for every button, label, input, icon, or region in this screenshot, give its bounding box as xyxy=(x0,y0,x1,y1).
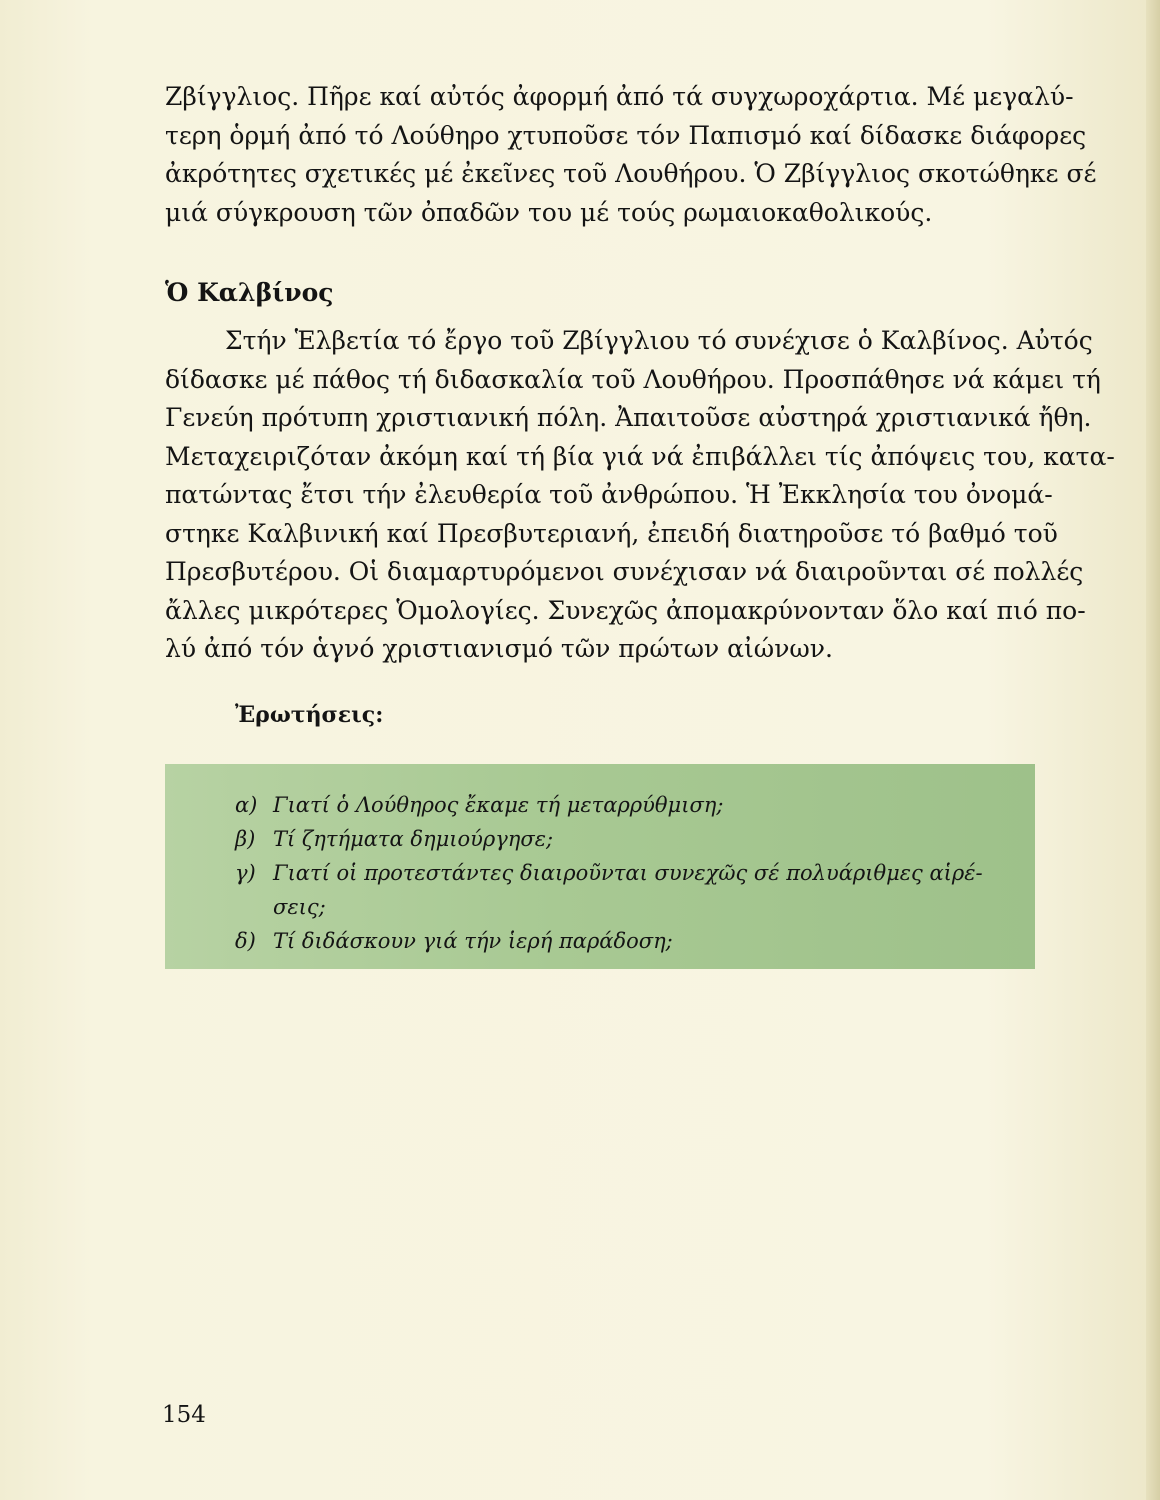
text-line: δίδασκε μέ πάθος τή διδασκαλία τοῦ Λουθήρου. Προσπάθησε νά κάμει τή xyxy=(165,364,1101,394)
paragraph-calvin xyxy=(165,322,1115,669)
text-line: λύ ἀπό τόν ἁγνό χριστιανισμό τῶν πρώτων αἰώνων. xyxy=(165,634,833,663)
question-marker: β) xyxy=(235,827,256,851)
question-text-continuation: σεις; xyxy=(273,895,326,919)
question-text: Τί ζητήματα δημιούργησε; xyxy=(273,827,554,851)
question-text: Γιατί ὁ Λούθηρος ἔκαμε τή μεταρρύθμιση; xyxy=(273,793,724,817)
question-marker: δ) xyxy=(235,929,256,953)
page-edge xyxy=(1146,0,1160,1500)
question-text xyxy=(273,856,995,924)
text-line: πατώντας ἔτσι τήν ἐλευθερία τοῦ ἀνθρώπου. Ἡ Ἐκκλησία του ὀνομά- xyxy=(165,480,1053,509)
question-text-line: Γιατί οἱ προτεστάντες διαιροῦνται συνεχῶς σέ πολυάριθμες αἱρέ- xyxy=(273,861,983,885)
text-line: Γενεύη πρότυπη χριστιανική πόλη. Ἀπαιτοῦσε αὐστηρά χριστιανικά ἤθη. xyxy=(165,403,1092,432)
questions-label: Ἐρωτήσεις: xyxy=(235,702,384,728)
question-item xyxy=(235,788,995,822)
text-line: τερη ὁρμή ἀπό τό Λούθηρο χτυποῦσε τόν Παπισμό καί δίδασκε διάφορες xyxy=(165,120,1087,150)
text-line: Μεταχειριζόταν ἀκόμη καί τή βία γιά νά ἐπιβάλλει τίς ἀπόψεις του, κατα- xyxy=(165,441,1115,471)
question-item xyxy=(235,924,995,958)
text-line: στηκε Καλβινική καί Πρεσβυτεριανή, ἐπειδή διατηροῦσε τό βαθμό τοῦ xyxy=(165,518,1058,548)
question-marker: α) xyxy=(235,793,258,817)
text-line: Πρεσβυτέρου. Οἱ διαμαρτυρόμενοι συνέχισαν νά διαιροῦνται σέ πολλές xyxy=(165,557,1084,586)
text-line: Στήν Ἑλβετία τό ἔργο τοῦ Ζβίγγλιου τό συνέχισε ὁ Καλβίνος. Αὐτός xyxy=(225,326,1093,355)
questions-list xyxy=(235,788,995,958)
text-line: ἀκρότητες σχετικές μέ ἐκεῖνες τοῦ Λουθήρου. Ὁ Ζβίγγλιος σκοτώθηκε σέ xyxy=(165,159,1097,188)
text-line: μιά σύγκρουση τῶν ὀπαδῶν του μέ τούς ρωμαιοκαθολικούς. xyxy=(165,197,933,227)
text-line: ἄλλες μικρότερες Ὁμολογίες. Συνεχῶς ἀπομακρύνονταν ὅλο καί πιό πο- xyxy=(165,595,1086,625)
question-text: Τί διδάσκουν γιά τήν ἱερή παράδοση; xyxy=(273,929,673,953)
question-marker: γ) xyxy=(235,861,256,885)
question-item xyxy=(235,822,995,856)
text-line: Ζβίγγλιος. Πῆρε καί αὐτός ἀφορμή ἀπό τά συγχωροχάρτια. Μέ μεγαλύ- xyxy=(165,82,1074,111)
section-heading: Ὁ Καλβίνος xyxy=(165,278,334,307)
page-number: 154 xyxy=(162,1402,206,1428)
question-item xyxy=(235,856,995,924)
paragraph-zwingli xyxy=(165,78,1097,232)
